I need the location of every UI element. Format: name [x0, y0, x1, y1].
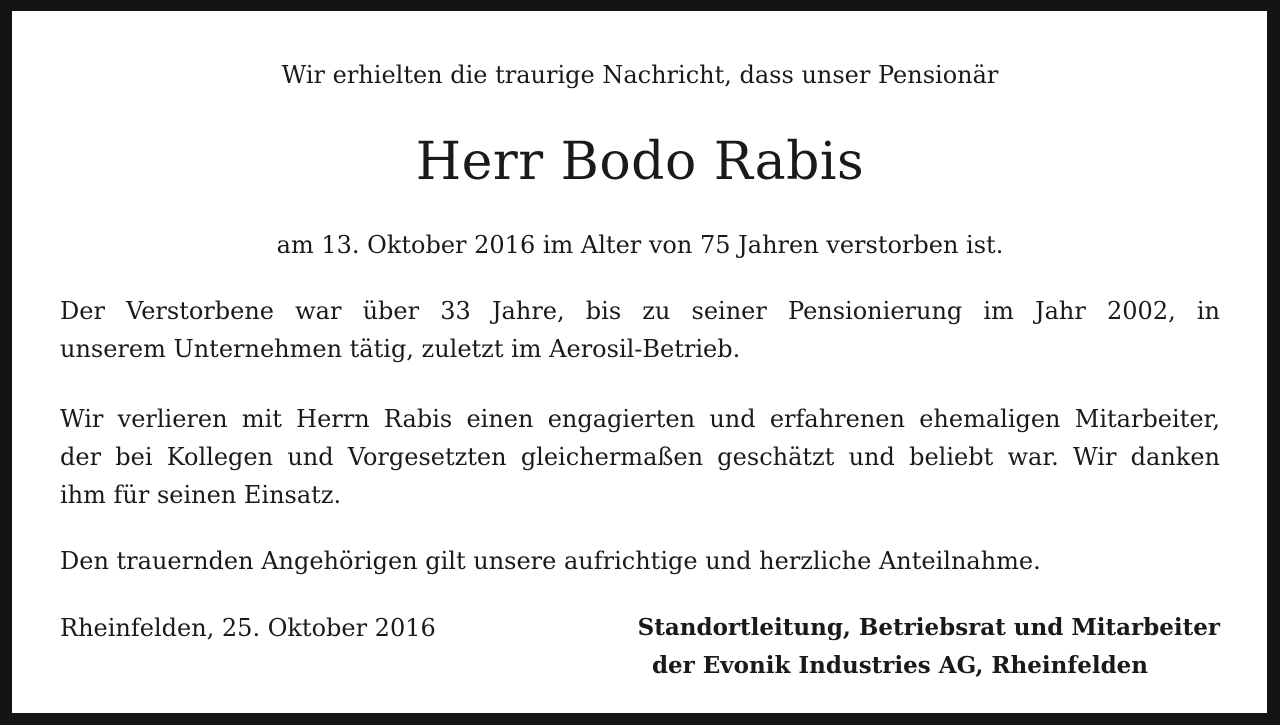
paragraph-line: ihm für seinen Einsatz.: [60, 481, 342, 509]
signature-line: der Evonik Industries AG, Rheinfelden: [651, 652, 1149, 679]
paragraph-tribute: [60, 400, 1220, 514]
paragraph-line: Der Verstorbene war über 33 Jahre, bis zu seiner Pensionierung im Jahr 2002, in: [60, 297, 1220, 325]
death-date-text: am 13. Oktober 2016 im Alter von 75 Jahren verstorben ist.: [276, 231, 1004, 259]
place-date: Rheinfelden, 25. Oktober 2016: [60, 614, 436, 642]
paragraph-line: Den trauernden Angehörigen gilt unsere aufrichtige und herzliche Anteilnahme.: [60, 547, 1041, 575]
paragraph-line: der bei Kollegen und Vorgesetzten gleichermaßen geschätzt und beliebt war. Wir danken: [60, 443, 1220, 471]
paragraph-career: [60, 292, 1220, 368]
paragraph-condolence: [60, 542, 1220, 580]
paragraph-line: Wir verlieren mit Herrn Rabis einen engagierten und erfahrenen ehemaligen Mitarbeiter,: [60, 405, 1220, 433]
intro-text: Wir erhielten die traurige Nachricht, dass unser Pensionär: [281, 61, 999, 89]
signature-line: Standortleitung, Betriebsrat und Mitarbeiter: [637, 614, 1220, 641]
paragraph-line: unserem Unternehmen tätig, zuletzt im Aerosil-Betrieb.: [60, 335, 741, 363]
signature-block: [580, 609, 1220, 685]
deceased-name: Herr Bodo Rabis: [415, 132, 865, 192]
